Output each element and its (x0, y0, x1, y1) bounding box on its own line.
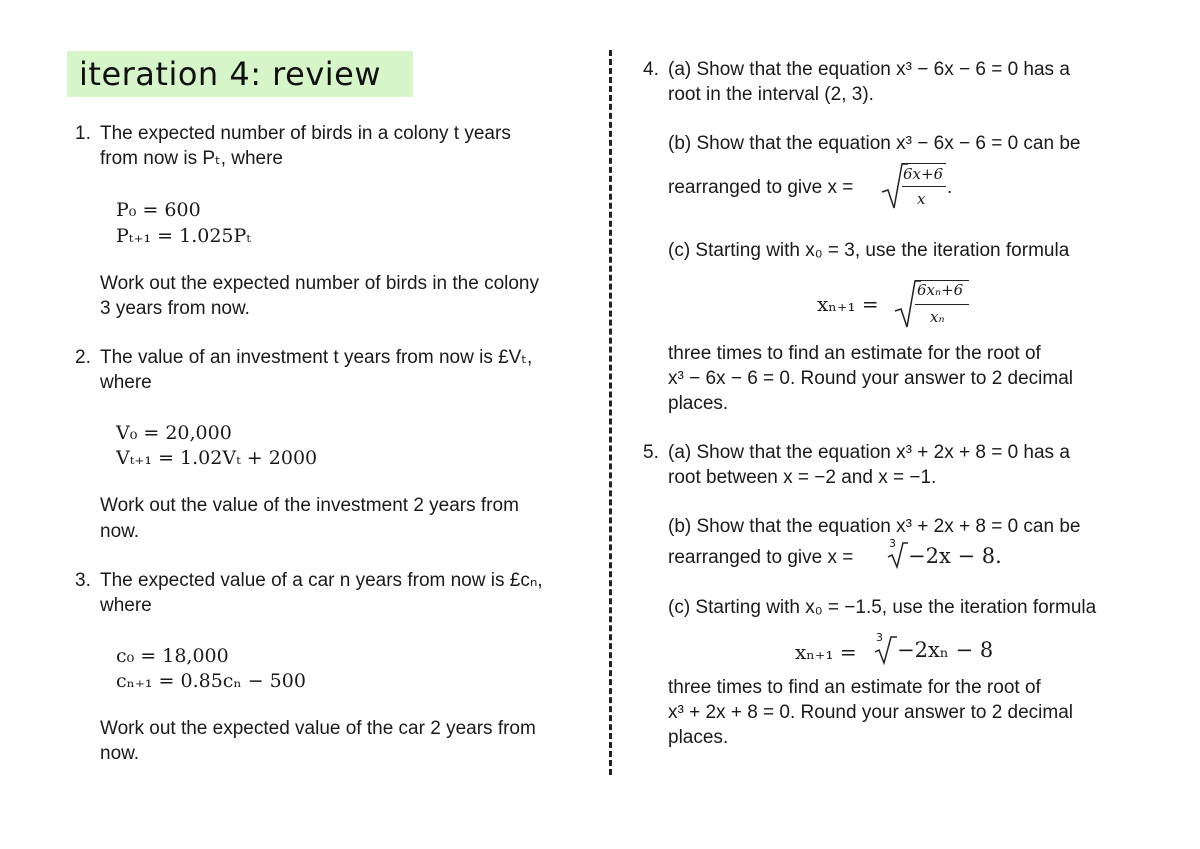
q2-instr2: now. (100, 521, 140, 542)
q3-instr2: now. (100, 743, 140, 764)
q1-eq1: P₀ = 600 (116, 199, 201, 221)
q3-number: 3. (75, 570, 91, 591)
q5-c-radicand: −2xₙ − 8 (897, 638, 994, 662)
q2-eq1: V₀ = 20,000 (116, 422, 232, 444)
q3-eq1: c₀ = 18,000 (116, 645, 229, 667)
q5-b-radicand: −2x − 8. (908, 544, 1002, 568)
q4-c-line4: places. (668, 393, 729, 414)
q4-c-denominator: xₙ (930, 308, 945, 326)
q3-eq2: cₙ₊₁ = 0.85cₙ − 500 (116, 670, 306, 692)
q5-part-a-line1: (a) Show that the equation x³ + 2x + 8 = 0 has a (668, 442, 1070, 463)
q5-b-root-index: 3 (889, 537, 896, 550)
q4-c-lhs: xₙ₊₁ = (817, 292, 879, 316)
title-banner (67, 51, 413, 97)
q4-c-numerator: 6xₙ+6 (917, 281, 964, 299)
q5-part-b-line1: (b) Show that the equation x³ + 2x + 8 = 0 can be (668, 516, 1081, 537)
q4-number: 4. (643, 59, 659, 80)
q3-line2: where (100, 595, 152, 616)
q2-line1: The value of an investment t years from now is £Vₜ, (100, 347, 533, 368)
q2-line2: where (100, 372, 152, 393)
q4-c-line3: x³ − 6x − 6 = 0. Round your answer to 2 decimal (668, 368, 1074, 389)
q5-number: 5. (643, 442, 659, 463)
q4-c-line2: three times to find an estimate for the root of (668, 343, 1041, 364)
q4-part-c-line1: (c) Starting with x₀ = 3, use the iteration formula (668, 240, 1070, 261)
q5-c-line3: x³ + 2x + 8 = 0. Round your answer to 2 decimal (668, 702, 1074, 723)
q1-instr2: 3 years from now. (100, 298, 250, 319)
q1-number: 1. (75, 123, 91, 144)
q4-part-a-line2: root in the interval (2, 3). (668, 84, 874, 105)
column-divider (609, 50, 612, 775)
radical-sign-icon (873, 635, 897, 665)
q5-c-root-index: 3 (876, 631, 883, 644)
q1-instr1: Work out the expected number of birds in the colony (100, 273, 540, 294)
q5-c-lhs: xₙ₊₁ = (795, 640, 857, 664)
q4-b-numerator: 6x+6 (903, 165, 944, 183)
q2-eq2: Vₜ₊₁ = 1.02Vₜ + 2000 (116, 447, 318, 469)
q4-b-denominator: x (917, 190, 926, 208)
q1-line2: from now is Pₜ, where (100, 148, 283, 169)
page-title: iteration 4: review (79, 55, 381, 93)
q1-line1: The expected number of birds in a colony t years (100, 123, 511, 144)
radical-sign-icon (886, 541, 908, 569)
q1-eq2: Pₜ₊₁ = 1.025Pₜ (116, 225, 251, 247)
q5-part-a-line2: root between x = −2 and x = −1. (668, 467, 937, 488)
q4-part-b-line1: (b) Show that the equation x³ − 6x − 6 = 0 can be (668, 133, 1081, 154)
q3-line1: The expected value of a car n years from now is £cₙ, (100, 570, 543, 591)
q2-number: 2. (75, 347, 91, 368)
q5-part-b-line2: rearranged to give x = (668, 547, 854, 568)
q4-part-b-line2: rearranged to give x = (668, 177, 854, 198)
q4-part-a-line1: (a) Show that the equation x³ − 6x − 6 = 0 has a (668, 59, 1070, 80)
q3-instr1: Work out the expected value of the car 2 years from (100, 718, 536, 739)
q5-part-c-line1: (c) Starting with x₀ = −1.5, use the iteration formula (668, 597, 1097, 618)
q2-instr1: Work out the value of the investment 2 years from (100, 495, 519, 516)
q5-c-line4: places. (668, 727, 729, 748)
q5-c-line2: three times to find an estimate for the root of (668, 677, 1041, 698)
